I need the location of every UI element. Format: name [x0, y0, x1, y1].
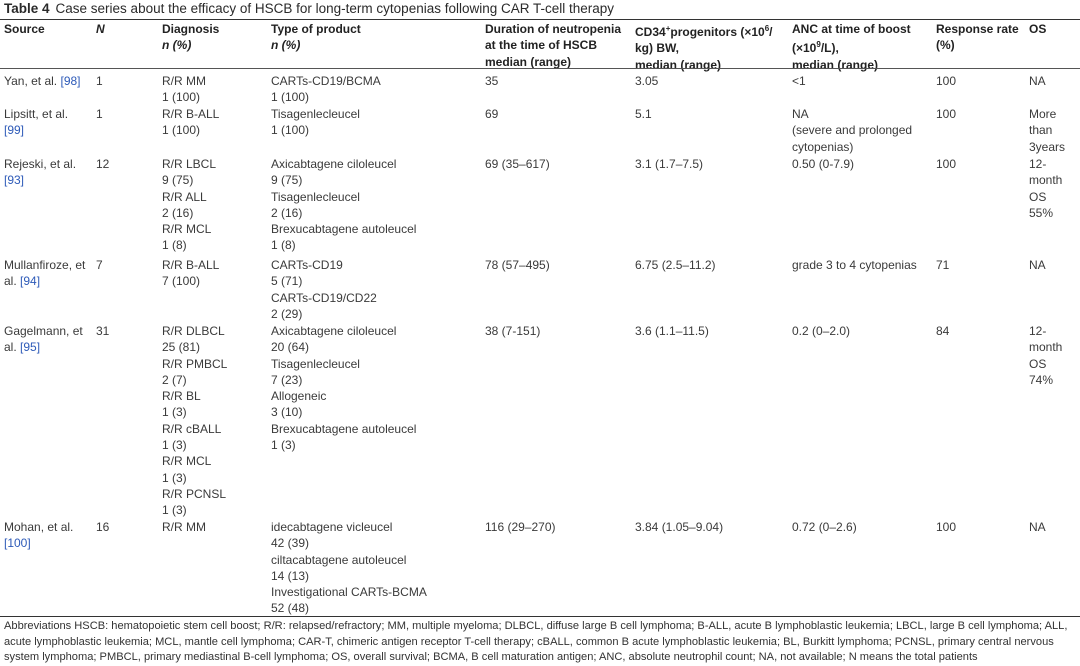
- header-n: N: [96, 22, 105, 36]
- cell-product: Tisagenlecleucel 1 (100): [271, 107, 360, 138]
- cell-product: CARTs-CD19/BCMA 1 (100): [271, 74, 381, 105]
- table-top-rule: [0, 19, 1080, 20]
- cell-diagnosis: R/R B-ALL 1 (100): [162, 107, 220, 138]
- cell-duration: 69: [485, 107, 499, 121]
- cell-os: NA: [1029, 74, 1046, 88]
- cell-duration: 78 (57–495): [485, 258, 550, 272]
- citation-link[interactable]: [99]: [4, 123, 25, 138]
- cell-source: Yan, et al. [98]: [4, 74, 81, 88]
- cell-diagnosis: R/R LBCL 9 (75) R/R ALL 2 (16) R/R MCL 1 (8): [162, 157, 217, 253]
- cell-os: 12- month OS 55%: [1029, 157, 1063, 220]
- header-anc: ANC at time of boost $(\times 10^9/L)$, median (range): [792, 22, 911, 72]
- cell-cd34: 3.84 (1.05–9.04): [635, 520, 724, 534]
- cell-duration: 116 (29–270): [485, 520, 556, 534]
- cell-n: 31: [96, 324, 110, 338]
- header-cd34: CD34+progenitors ($\times 10^6/$ kg) BW, median (range): [635, 24, 773, 72]
- cell-anc: 0.50 (0-7.9): [792, 157, 855, 171]
- header-source: Source: [4, 22, 45, 36]
- cell-product: Axicabtagene ciloleucel 20 (64) Tisagenlecleucel 7 (23) Allogeneic 3 (10) Brexucabtagene autoleucel 1 (3): [271, 324, 417, 453]
- header-duration: Duration of neutropenia at the time of HSCB median (range): [485, 22, 621, 69]
- header-response-rate: Response rate (%): [936, 22, 1019, 53]
- cell-n: 12: [96, 157, 110, 171]
- table-title: Case series about the efficacy of HSCB for long-term cytopenias following CAR T-cell therapy: [55, 1, 615, 16]
- header-os: OS: [1029, 22, 1047, 36]
- cell-n: 1: [96, 107, 103, 121]
- cell-anc: 0.72 (0–2.6): [792, 520, 857, 534]
- cell-duration: 35: [485, 74, 499, 88]
- citation-link[interactable]: [100]: [4, 536, 31, 551]
- table-footnote: Abbreviations HSCB: hematopoietic stem cell boost; R/R: relapsed/refractory; MM, multiple myeloma; DLBCL, diffuse large B cell lymphoma; B-ALL, acute B lymphoblastic leukemia; LBCL, large B cell lymphoma; ALL, acute lymphoblastic leukemia; MCL, mantle cell lymphoma; CAR-T, chimeric antigen receptor T-cell therapy; cBALL, common B acute lymphoblastic leukemia; BL, Burkitt lymphoma; PCNSL, primary central nervous system lymphoma; PMBCL, primary mediastinal B-cell lymphoma; OS, overall survival; BCMA, B cell maturation antigen; ANC, absolute neutrophil count; NA, not available; N means the total patients: [4, 620, 1068, 663]
- cell-n: 7: [96, 258, 103, 272]
- cell-product: CARTs-CD19 5 (71) CARTs-CD19/CD22 2 (29): [271, 258, 377, 321]
- cell-response: 100: [936, 157, 957, 171]
- cell-diagnosis: R/R B-ALL 7 (100): [162, 258, 220, 289]
- cell-source: Rejeski, et al. [93]: [4, 157, 77, 188]
- cell-source: Mullanfiroze, et al. [94]: [4, 258, 86, 289]
- cell-source: Gagelmann, et al. [95]: [4, 324, 83, 355]
- cell-anc: NA (severe and prolonged cytopenias): [792, 107, 913, 154]
- cell-cd34: 3.6 (1.1–11.5): [635, 324, 709, 338]
- cell-source: Lipsitt, et al. [99]: [4, 107, 69, 138]
- cell-cd34: 3.05: [635, 74, 659, 88]
- table-caption: [4, 1, 614, 16]
- cell-response: 71: [936, 258, 950, 272]
- cell-diagnosis: R/R DLBCL 25 (81) R/R PMBCL 2 (7) R/R BL 1 (3) R/R cBALL 1 (3) R/R MCL 1 (3) R/R PCNSL 1 (3): [162, 324, 228, 518]
- cell-n: 16: [96, 520, 110, 534]
- table-label: Table 4: [4, 1, 50, 16]
- cell-cd34: 3.1 (1.7–7.5): [635, 157, 704, 171]
- cell-diagnosis: R/R MM 1 (100): [162, 74, 206, 105]
- cell-anc: grade 3 to 4 cytopenias: [792, 258, 917, 272]
- cell-cd34: 6.75 (2.5–11.2): [635, 258, 716, 272]
- cell-response: 100: [936, 107, 957, 121]
- cell-anc: <1: [792, 74, 806, 88]
- cell-duration: 69 (35–617): [485, 157, 550, 171]
- cell-os: NA: [1029, 520, 1046, 534]
- cell-diagnosis: R/R MM: [162, 520, 206, 534]
- cell-os: NA: [1029, 258, 1046, 272]
- table-header-rule: [0, 68, 1080, 69]
- cell-os: 12- month OS 74%: [1029, 324, 1063, 387]
- cell-n: 1: [96, 74, 103, 88]
- citation-link[interactable]: [93]: [4, 173, 25, 188]
- header-diagnosis: Diagnosis n (%): [162, 22, 220, 53]
- citation-link[interactable]: [94]: [20, 274, 41, 289]
- cell-source: Mohan, et al. [100]: [4, 520, 74, 551]
- cell-duration: 38 (7-151): [485, 324, 541, 338]
- citation-link[interactable]: [95]: [20, 340, 41, 355]
- cell-anc: 0.2 (0–2.0): [792, 324, 851, 338]
- cell-cd34: 5.1: [635, 107, 652, 121]
- cell-response: 100: [936, 74, 957, 88]
- cell-product: idecabtagene vicleucel 42 (39) ciltacabtagene autoleucel 14 (13) Investigational CARTs-BCMA 52 (48): [271, 520, 427, 616]
- citation-link[interactable]: [98]: [60, 74, 81, 88]
- table-bottom-rule: [0, 616, 1080, 617]
- cell-os: More than 3years: [1029, 107, 1066, 154]
- header-product-type: Type of product n (%): [271, 22, 361, 53]
- cell-response: 84: [936, 324, 950, 338]
- cell-product: Axicabtagene ciloleucel 9 (75) Tisagenlecleucel 2 (16) Brexucabtagene autoleucel 1 (8): [271, 157, 417, 253]
- cell-response: 100: [936, 520, 957, 534]
